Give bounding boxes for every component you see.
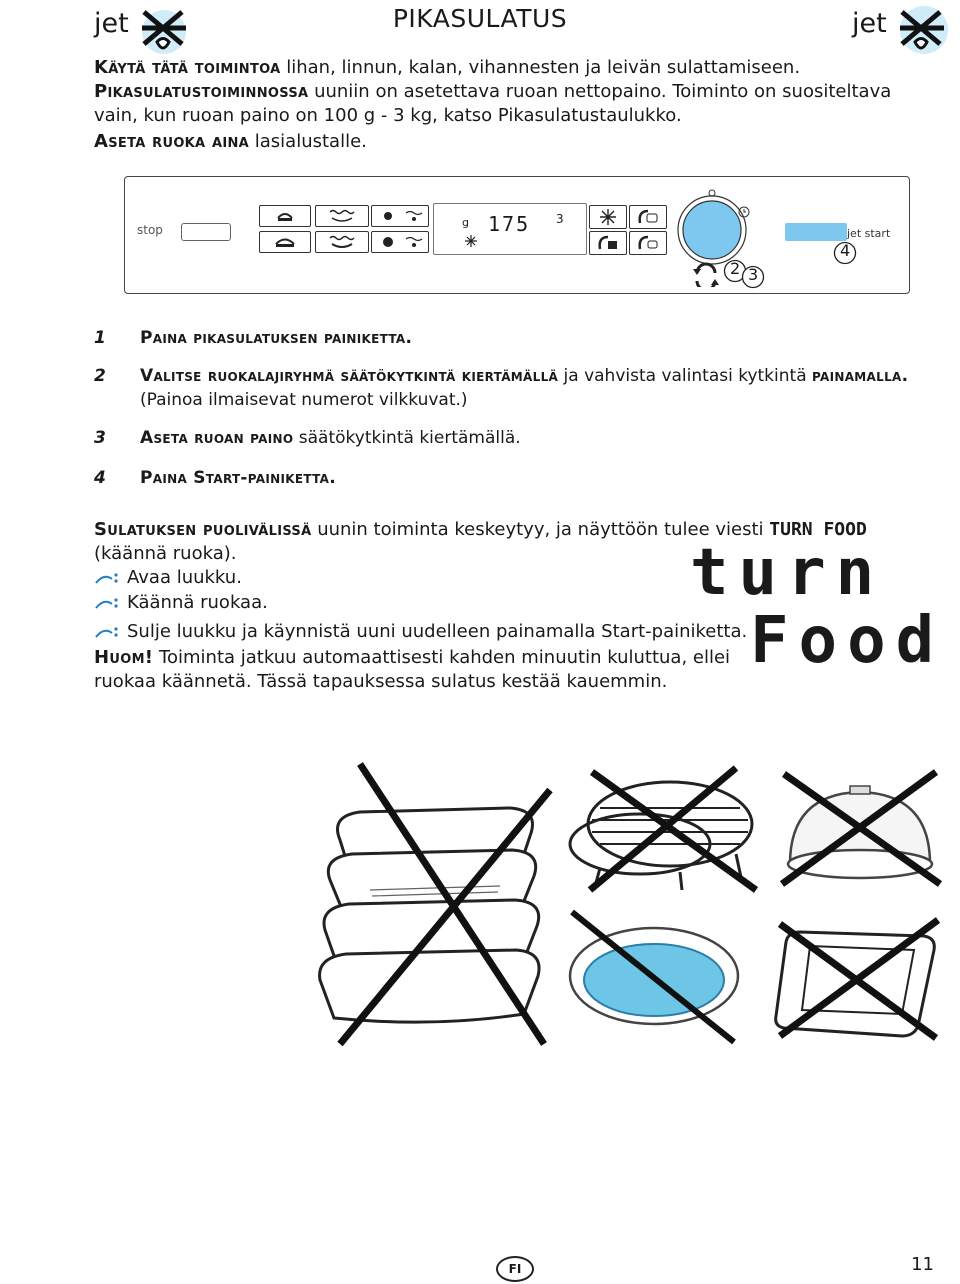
midway-paragraph: Sulatuksen puolivälissä uunin toiminta keskeytyy, ja näyttöön tulee viesti TURN FOOD (käännä ruoka). <box>94 519 867 564</box>
step-2: 2 Valitse ruokalajiryhmä säätökytkintä kiertämällä ja vahvista valintasi kytkintä painamalla. (Painoa ilmaisevat numerot vilkkuvat.) <box>94 366 909 410</box>
grill-plus-button[interactable] <box>315 231 369 253</box>
microwave-icon <box>260 206 310 226</box>
page-number: 11 <box>911 1254 934 1275</box>
intro-paragraph-1: Käytä tätä toimintoa lihan, linnun, kalan, vihannesten ja leivän sulattamiseen. <box>94 57 801 78</box>
crisp-icon <box>630 232 666 254</box>
grill-icon <box>316 232 368 252</box>
food-display-text: Food <box>750 604 945 678</box>
jet-splash-icon <box>882 4 952 56</box>
microwave-plus-button[interactable] <box>259 231 311 253</box>
stop-button[interactable] <box>181 223 231 241</box>
function-buttons <box>259 205 427 255</box>
rotate-icon <box>691 259 721 287</box>
combi-button[interactable] <box>371 205 429 227</box>
lcd-display: g 175 3 <box>433 203 587 255</box>
jet-logo-left: jet <box>94 4 184 54</box>
page-title: PIKASULATUS <box>392 4 568 33</box>
door-icon <box>94 625 120 641</box>
display-weight: 175 <box>488 212 531 236</box>
combi-icon <box>372 232 428 252</box>
combi-plus-button[interactable] <box>371 231 429 253</box>
intro-paragraph-3: Aseta ruoka aina lasialustalle. <box>94 131 367 152</box>
callout-4: 4 <box>833 241 857 270</box>
stacked-containers-crossed-icon <box>300 760 560 1050</box>
jet-defrost-icon <box>630 206 666 228</box>
display-level: 3 <box>556 212 564 226</box>
start-label: jet start <box>847 227 891 240</box>
callout-2: 2 <box>723 259 747 288</box>
clock-icon <box>737 205 751 219</box>
grill-button[interactable] <box>315 205 369 227</box>
grill-icon <box>316 206 368 226</box>
baking-tray-crossed-icon <box>770 912 946 1042</box>
defrost-icon <box>590 206 626 228</box>
jet-logo-right: jet <box>852 4 942 54</box>
language-badge: FI <box>496 1256 534 1282</box>
rotary-knob-icon[interactable] <box>669 183 755 269</box>
stop-label: stop <box>137 223 163 237</box>
glass-dish-icon <box>566 906 742 1046</box>
auto-cook-button[interactable] <box>589 231 627 255</box>
jet-defrost-button[interactable] <box>589 205 627 229</box>
microwave-button[interactable] <box>259 205 311 227</box>
auto-function-button[interactable] <box>629 205 667 229</box>
microwave-icon <box>260 232 310 252</box>
intro-paragraph-2: Pikasulatustoiminnossa uuniin on asetettava ruoan nettopaino. Toiminto on suositeltava vain, kun ruoan paino on 100 g - 3 kg, katso Pikasulatustaulukko. <box>94 81 892 126</box>
control-panel <box>124 176 910 294</box>
defrost-indicator-icon <box>464 234 478 248</box>
start-button[interactable] <box>785 223 847 241</box>
auto-reheat-button[interactable] <box>629 231 667 255</box>
crisp-icon <box>590 232 626 254</box>
turn-display-text: turn <box>690 536 885 610</box>
cover-lid-crossed-icon <box>770 768 950 888</box>
door-icon <box>94 571 120 587</box>
note-paragraph: Huom! Toiminta jatkuu automaattisesti kahden minuutin kuluttua, ellei ruokaa käännetä. Tässä tapauksessa sulatus kestää kauemmin. <box>94 647 731 692</box>
door-icon <box>94 596 120 612</box>
combi-icon <box>372 206 428 226</box>
grill-rack-crossed-icon <box>560 764 760 894</box>
callout-3: 3 <box>741 265 765 294</box>
